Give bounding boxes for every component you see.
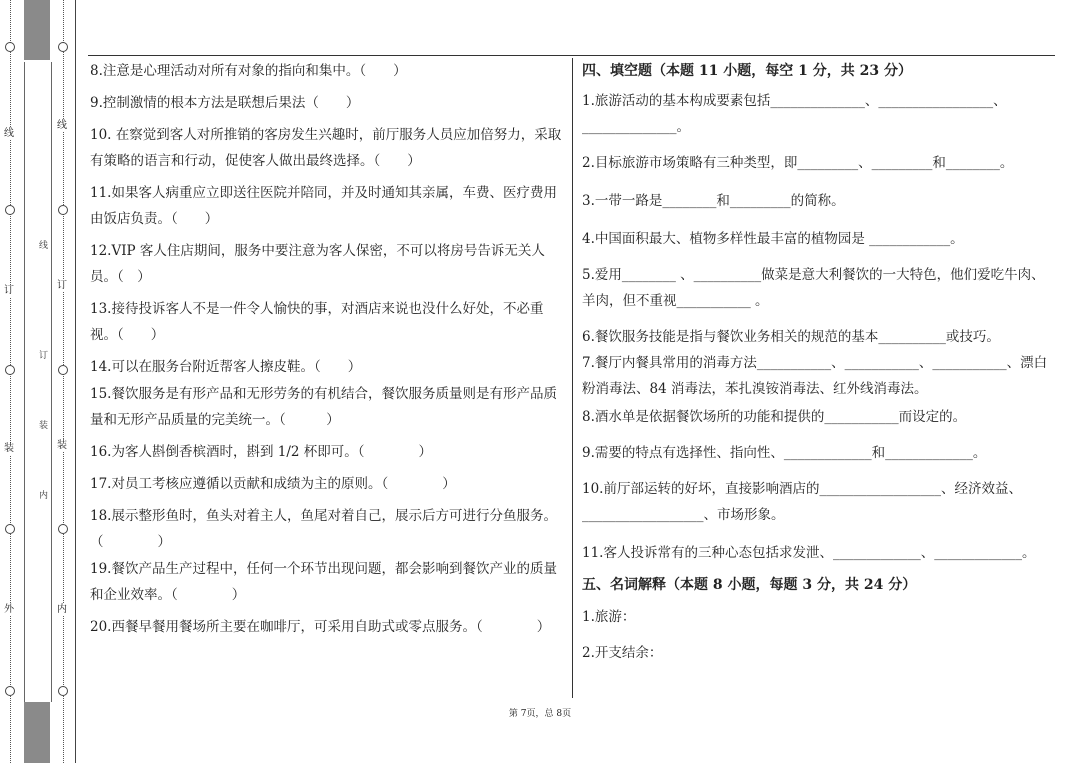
judgment-column — [90, 58, 565, 640]
binding-hole-icon — [5, 524, 15, 534]
judgment-question: 11.如果客人病重应立即送往医院并陪同，并及时通知其亲属，车费、医疗费用由饭店负责。（ ） — [90, 185, 557, 227]
judgment-question: 8.注意是心理活动对所有对象的指向和集中。（ ） — [90, 63, 407, 79]
margin-rule — [75, 0, 76, 763]
fill-inner-label: 内 — [37, 490, 47, 499]
fill-question: 4.中国面积最大、植物多样性最丰富的植物园是 ____________。 — [582, 231, 964, 247]
inner-dot-column — [58, 0, 70, 763]
judgment-question: 9.控制激情的根本方法是联想后果法（ ） — [90, 95, 360, 111]
term-question: 2.开支结余： — [582, 645, 663, 661]
judgment-question: 10. 在察觉到客人对所推销的客房发生兴趣时，前厅服务人员应加倍努力，采取有策略的语言和行动，促使客人做出最终选择。（ ） — [90, 127, 562, 169]
outer-char: 线 — [4, 128, 14, 139]
judgment-question: 19.餐饮产品生产过程中，任何一个环节出现问题，都会影响到餐饮产业的质量和企业效率。（ ） — [90, 561, 557, 603]
binding-hole-icon — [5, 686, 15, 696]
binding-margin — [0, 0, 78, 763]
fill-question: 3.一带一路是________和_________的简称。 — [582, 193, 845, 209]
binding-hole-icon — [5, 42, 15, 52]
fill-section-title: 四、填空题（本题 11 小题，每空 1 分，共 23 分） — [582, 63, 912, 79]
fill-question: 11.客人投诉常有的三种心态包括求发泄、_____________、_____________。 — [582, 545, 1036, 561]
inner-char: 订 — [57, 280, 67, 291]
fill-question: 5.爱用________ 、__________做菜是意大利餐饮的一大特色，他们爱吃牛肉、羊肉，但不重视___________ 。 — [582, 267, 1045, 309]
binding-hole-icon — [58, 524, 68, 534]
fill-question: 9.需要的特点有选择性、指向性、_____________和_____________。 — [582, 445, 987, 461]
outer-dot-column — [5, 0, 17, 763]
judgment-question: 13.接待投诉客人不是一件令人愉快的事，对酒店来说也没什么好处，不必重视。（ ） — [90, 301, 544, 343]
fill-question: 6.餐饮服务技能是指与餐饮业务相关的规范的基本__________或技巧。 — [582, 329, 1000, 345]
judgment-question: 12.VIP 客人住店期间，服务中要注意为客人保密，不可以将房号告诉无关人员。（ ） — [90, 243, 545, 285]
fill-question: 10.前厅部运转的好坏，直接影响酒店的__________________、经济效益、__________________、市场形象。 — [582, 481, 1022, 523]
judgment-question: 18.展示整形鱼时，鱼头对着主人，鱼尾对着自己，展示后方可进行分鱼服务。（ ） — [90, 508, 557, 550]
judgment-question: 17.对员工考核应遵循以贡献和成绩为主的原则。（ ） — [90, 476, 456, 492]
term-question: 1.旅游： — [582, 609, 636, 625]
judgment-question: 16.为客人斟倒香槟酒时，斟到 1/2 杯即可。（ ） — [90, 444, 433, 460]
term-section-title: 五、名词解释（本题 8 小题，每题 3 分，共 24 分） — [582, 577, 917, 593]
inner-char: 装 — [57, 440, 67, 451]
fill-line-label: 线 — [37, 240, 47, 249]
binding-hole-icon — [5, 365, 15, 375]
fill-bind-label: 装 — [37, 420, 47, 429]
fill-question: 7.餐厅内餐具常用的消毒方法___________、___________、___________、漂白粉消毒法、84 消毒法，苯扎溴铵消毒法、红外线消毒法。 — [582, 355, 1048, 397]
binding-hole-icon — [5, 205, 15, 215]
outer-char: 装 — [4, 443, 14, 454]
fill-question: 8.酒水单是依据餐饮场所的功能和提供的___________而设定的。 — [582, 409, 967, 425]
outer-char: 外 — [4, 604, 14, 615]
top-rule — [88, 55, 1055, 56]
fill-column — [582, 58, 1052, 666]
fill-order-label: 订 — [37, 350, 47, 359]
page-footer: 第 7页，总 8页 — [508, 709, 572, 719]
grey-band-top — [24, 0, 50, 60]
column-divider — [572, 58, 573, 698]
fill-question: 1.旅游活动的基本构成要素包括______________、_________________、______________。 — [582, 93, 1007, 135]
binding-hole-icon — [58, 365, 68, 375]
judgment-question: 14.可以在服务台附近帮客人擦皮鞋。（ ） — [90, 359, 362, 375]
inner-char: 线 — [57, 120, 67, 131]
outer-char: 订 — [4, 285, 14, 296]
binding-hole-icon — [58, 42, 68, 52]
inner-char: 内 — [57, 604, 67, 615]
judgment-question: 15.餐饮服务是有形产品和无形劳务的有机结合，餐饮服务质量则是有形产品质量和无形产品质量的完美统一。（ ） — [90, 386, 557, 428]
binding-hole-icon — [58, 686, 68, 696]
binding-hole-icon — [58, 205, 68, 215]
fill-question: 2.目标旅游市场策略有三种类型，即_________、_________和________。 — [582, 155, 1014, 171]
judgment-question: 20.西餐早餐用餐场所主要在咖啡厅，可采用自助式或零点服务。（ ） — [90, 619, 551, 635]
